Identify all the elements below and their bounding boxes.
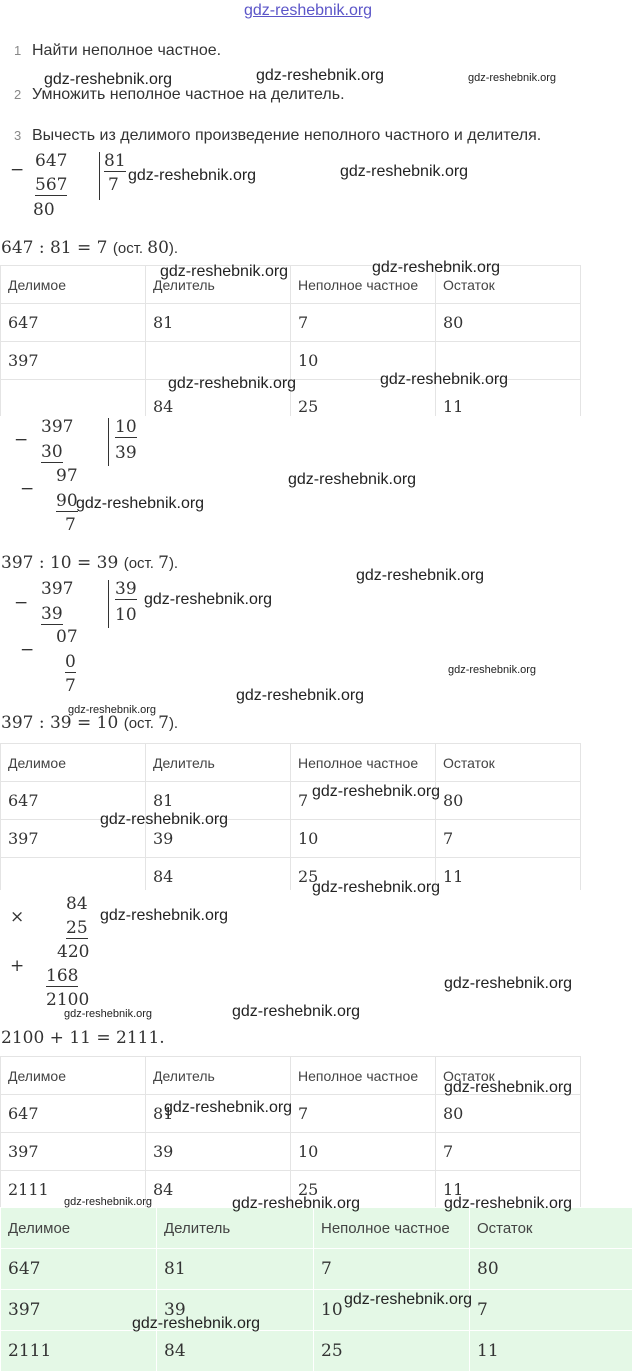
div2-quotient: 39 xyxy=(115,443,137,463)
mult-result: 2100 xyxy=(46,990,89,1010)
div2-bracket xyxy=(108,418,109,466)
cell: 397 xyxy=(1,342,146,380)
watermark: gdz-reshebnik.org xyxy=(168,375,296,393)
div1-remainder: 80 xyxy=(33,200,55,220)
cell: 7 xyxy=(470,1290,632,1331)
cell: 11 xyxy=(436,380,581,417)
header-dividend: Делимое xyxy=(1,1057,146,1095)
cell: 7 xyxy=(291,782,436,820)
cell: 647 xyxy=(1,1095,146,1133)
div2-dividend: 397 xyxy=(41,417,73,437)
mult-partial-1: 420 xyxy=(57,942,89,962)
remainder-note-close: ). xyxy=(169,240,178,257)
watermark: gdz-reshebnik.org xyxy=(444,1195,572,1213)
cell: 2111 xyxy=(1,1171,146,1209)
cell: 81 xyxy=(146,782,291,820)
watermark: gdz-reshebnik.org xyxy=(372,259,500,277)
cell: 84 xyxy=(146,858,291,896)
watermark: gdz-reshebnik.org xyxy=(256,67,384,85)
div1-subtrahend: 567 xyxy=(35,175,67,196)
table-1 xyxy=(0,265,581,417)
cell: 7 xyxy=(436,820,581,858)
remainder-note-value: 80 xyxy=(147,238,169,258)
step-number: 1 xyxy=(14,43,32,58)
step-text: Найти неполное частное. xyxy=(32,42,221,59)
div1-bracket xyxy=(99,152,100,200)
watermark: gdz-reshebnik.org xyxy=(448,664,536,676)
div3-bracket xyxy=(108,580,109,628)
watermark: gdz-reshebnik.org xyxy=(128,167,256,185)
watermark: gdz-reshebnik.org xyxy=(312,783,440,801)
header-remainder: Остаток xyxy=(470,1208,632,1249)
cell: 81 xyxy=(146,304,291,342)
mult-factor-2: 25 xyxy=(66,918,88,939)
div3-minus-2: − xyxy=(20,640,34,660)
table-header-row xyxy=(1,744,581,782)
equation-expr: 397 : 10 = 39 xyxy=(1,553,118,573)
div3-remainder: 7 xyxy=(65,676,76,696)
watermark: gdz-reshebnik.org xyxy=(100,907,228,925)
cell: 25 xyxy=(291,380,436,417)
equation-4: 2100 + 11 = 2111. xyxy=(1,1028,165,1048)
table-row xyxy=(1,304,581,342)
cell: 397 xyxy=(1,1133,146,1171)
cell: 80 xyxy=(436,1095,581,1133)
remainder-note-open: (ост. xyxy=(124,555,158,572)
header-dividend: Делимое xyxy=(1,266,146,304)
cell: 10 xyxy=(314,1290,470,1331)
watermark: gdz-reshebnik.org xyxy=(160,263,288,281)
watermark: gdz-reshebnik.org xyxy=(344,1291,472,1309)
table-1-cut xyxy=(0,416,632,420)
cell: 7 xyxy=(291,304,436,342)
cell xyxy=(1,380,146,417)
cell: 647 xyxy=(1,782,146,820)
div1-dividend: 647 xyxy=(35,151,67,171)
cell: 80 xyxy=(436,304,581,342)
watermark-top[interactable]: gdz-reshebnik.org xyxy=(244,2,372,20)
header-dividend: Делимое xyxy=(1,1208,157,1249)
table-row xyxy=(1,820,581,858)
div3-quotient: 10 xyxy=(115,605,137,625)
watermark: gdz-reshebnik.org xyxy=(232,1195,360,1213)
cell: 39 xyxy=(157,1290,314,1331)
mult-plus: + xyxy=(10,956,24,976)
cell: 11 xyxy=(436,1171,581,1209)
watermark: gdz-reshebnik.org xyxy=(64,1008,152,1020)
step-number: 2 xyxy=(14,87,32,102)
div2-remainder: 7 xyxy=(65,515,76,535)
watermark: gdz-reshebnik.org xyxy=(444,1079,572,1097)
equation-3 xyxy=(1,713,178,733)
watermark: gdz-reshebnik.org xyxy=(236,687,364,705)
watermark: gdz-reshebnik.org xyxy=(76,495,204,513)
remainder-note-value: 7 xyxy=(158,713,169,733)
header-quotient: Неполное частное xyxy=(314,1208,470,1249)
div3-minus-1: − xyxy=(14,593,28,613)
cell: 84 xyxy=(146,380,291,417)
cell: 11 xyxy=(436,858,581,896)
cell: 84 xyxy=(157,1331,314,1372)
watermark: gdz-reshebnik.org xyxy=(64,1196,152,1208)
remainder-note-value: 7 xyxy=(158,553,169,573)
cell: 647 xyxy=(1,1249,157,1290)
table-row xyxy=(1,1249,632,1290)
header-quotient: Неполное частное xyxy=(291,744,436,782)
cell: 10 xyxy=(291,820,436,858)
remainder-note-open: (ост. xyxy=(113,240,147,257)
table-row xyxy=(1,782,581,820)
cell: 84 xyxy=(146,1171,291,1209)
div1-quotient: 7 xyxy=(108,175,119,195)
div3-dividend: 397 xyxy=(41,579,73,599)
watermark: gdz-reshebnik.org xyxy=(444,975,572,993)
table-row xyxy=(1,1290,632,1331)
watermark: gdz-reshebnik.org xyxy=(356,567,484,585)
watermark: gdz-reshebnik.org xyxy=(380,371,508,389)
step-3 xyxy=(14,127,541,145)
table-row xyxy=(1,1133,581,1171)
step-text: Вычесть из делимого произведение неполного частного и делителя. xyxy=(32,127,541,144)
watermark: gdz-reshebnik.org xyxy=(232,1003,360,1021)
cell: 81 xyxy=(146,1095,291,1133)
div2-minus-2: − xyxy=(20,479,34,499)
div1-divisor: 81 xyxy=(104,151,126,172)
equation-1 xyxy=(1,238,178,258)
header-divisor: Делитель xyxy=(146,744,291,782)
mult-partial-2: 168 xyxy=(46,966,78,987)
cell: 39 xyxy=(146,1133,291,1171)
cell: 397 xyxy=(1,1290,157,1331)
watermark: gdz-reshebnik.org xyxy=(468,72,556,84)
cell xyxy=(146,342,291,380)
div2-subtrahend-1: 30 xyxy=(41,442,63,463)
cell: 11 xyxy=(470,1331,632,1372)
div2-middle: 97 xyxy=(56,466,78,486)
div3-subtrahend-2: 0 xyxy=(65,652,76,673)
cell: 7 xyxy=(436,1133,581,1171)
watermark: gdz-reshebnik.org xyxy=(100,811,228,829)
header-remainder: Остаток xyxy=(436,744,581,782)
watermark: gdz-reshebnik.org xyxy=(132,1315,260,1333)
result-table xyxy=(0,1207,632,1372)
header-quotient: Неполное частное xyxy=(291,1057,436,1095)
remainder-note-close: ). xyxy=(169,715,178,732)
watermark: gdz-reshebnik.org xyxy=(144,591,272,609)
header-divisor: Делитель xyxy=(146,1057,291,1095)
cell: 2111 xyxy=(1,1331,157,1372)
cell: 25 xyxy=(314,1331,470,1372)
equation-expr: 647 : 81 = 7 xyxy=(1,238,107,258)
div3-subtrahend-1: 39 xyxy=(41,604,63,625)
cell: 10 xyxy=(291,342,436,380)
header-dividend: Делимое xyxy=(1,744,146,782)
div2-minus-1: − xyxy=(14,430,28,450)
table-2 xyxy=(0,743,581,896)
step-1 xyxy=(14,42,221,60)
cell: 397 xyxy=(1,820,146,858)
header-quotient: Неполное частное xyxy=(291,266,436,304)
cell: 10 xyxy=(291,1133,436,1171)
watermark: gdz-reshebnik.org xyxy=(340,163,468,181)
div2-divisor: 10 xyxy=(115,417,137,438)
step-text: Умножить неполное частное на делитель. xyxy=(32,86,345,103)
div1-minus: − xyxy=(10,160,24,180)
cell: 81 xyxy=(157,1249,314,1290)
mult-factor-1: 84 xyxy=(66,894,88,914)
cell: 7 xyxy=(314,1249,470,1290)
header-divisor: Делитель xyxy=(146,266,291,304)
equation-expr: 397 : 39 = 10 xyxy=(1,713,118,733)
cell: 7 xyxy=(291,1095,436,1133)
cell: 80 xyxy=(470,1249,632,1290)
equation-2 xyxy=(1,553,178,573)
div3-middle: 07 xyxy=(56,627,78,647)
remainder-note-open: (ост. xyxy=(124,715,158,732)
header-remainder: Остаток xyxy=(436,1057,581,1095)
watermark: gdz-reshebnik.org xyxy=(164,1099,292,1117)
cell: 25 xyxy=(291,1171,436,1209)
header-divisor: Делитель xyxy=(157,1208,314,1249)
watermark: gdz-reshebnik.org xyxy=(44,71,172,89)
cell: 647 xyxy=(1,304,146,342)
watermark: gdz-reshebnik.org xyxy=(312,879,440,897)
cell: 39 xyxy=(146,820,291,858)
remainder-note-close: ). xyxy=(169,555,178,572)
cell: 80 xyxy=(436,782,581,820)
watermark: gdz-reshebnik.org xyxy=(288,471,416,489)
step-number: 3 xyxy=(14,128,32,143)
table-row xyxy=(1,1331,632,1372)
mult-times: × xyxy=(10,907,24,927)
table-header-row xyxy=(1,1208,632,1249)
cell: 25 xyxy=(291,858,436,896)
watermark: gdz-reshebnik.org xyxy=(68,704,156,716)
div3-divisor: 39 xyxy=(115,579,137,600)
header-remainder: Остаток xyxy=(436,266,581,304)
div2-subtrahend-2: 90 xyxy=(56,491,78,512)
